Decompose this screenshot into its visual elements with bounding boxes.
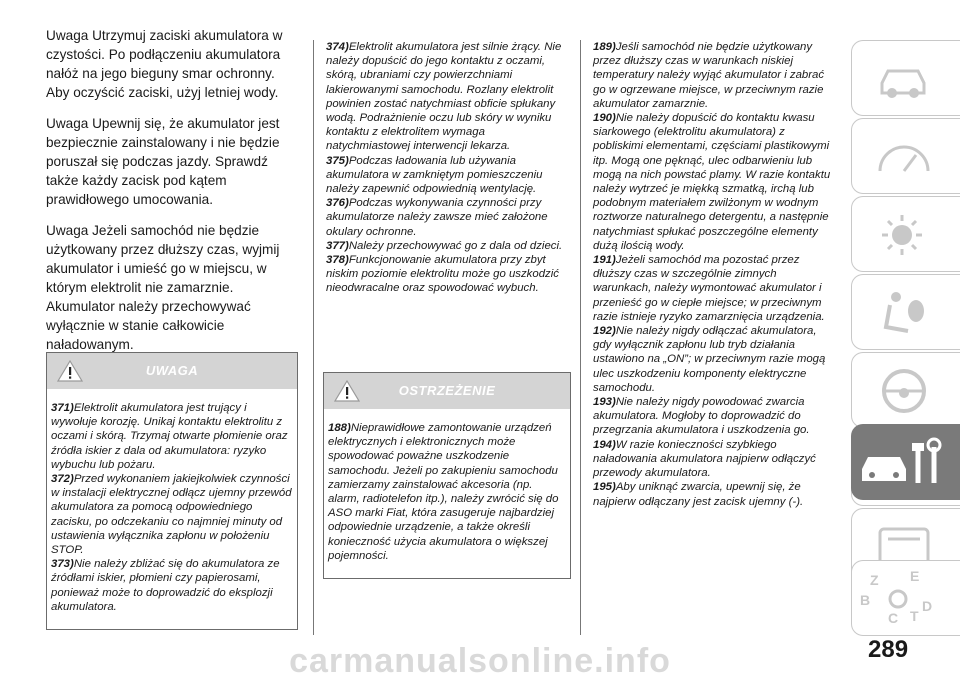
tab-dashboard[interactable] [851, 118, 960, 194]
note-text: Elektrolit akumulatora jest silnie żrący. Nie należy dopuścić do jego kontaktu z oczami, skórą, ubraniami czy powierzchniami lakierowanymi samochodu. Rozlany elektrolit powinien zostać natychmiast obficie spłukany wodą. Podrażnienie oczu lub skóry w wyniku kontaktu z elektrolitem wymaga natychmiastowej interwencji lekarza. [326, 41, 562, 153]
numbered-note [593, 395, 837, 438]
note-number: 374) [326, 41, 349, 53]
note-number: 189) [593, 41, 616, 53]
alphabet-index-icon [852, 561, 960, 637]
note-number: 375) [326, 154, 349, 167]
note-paragraph: Uwaga Utrzymuj zaciski akumulatora w czystości. Po podłączeniu akumulatora nałóż na jego bieguny smar ochronny. Aby oczyścić zaciski, użyj letniej wody. [46, 28, 283, 100]
intro-column [46, 26, 298, 366]
car-info-icon [852, 41, 960, 117]
numbered-note [51, 401, 293, 472]
note-text: Jeśli samochód nie będzie użytkowany przez dłuższy czas w warunkach niskiej temperatury należy wyjąć akumulator i zabrać go w ogrzewane miejsce, w przeciwnym razie akumulator zamarznie. [593, 41, 825, 110]
numbered-note [51, 472, 293, 557]
note-text: Funkcjonowanie akumulatora przy zbyt niskim poziomie elektrolitu może go uszkodzić nieodwracalne oraz spowodować wybuch. [326, 254, 559, 295]
note-text: Nie należy dopuścić do kontaktu kwasu siarkowego (elektrolitu akumulatora) z pobliskimi elementami, częściami plastikowymi itp. Mogą one pęknąć, ulec odbarwieniu lub mogą na nich powstać plamy. W razie kontaktu należy wytrzeć je miękką szmatką, irchą lub podobnym materiałem zwilżonym w wodnym roztworze naturalnego detergentu, a następnie natychmiast spłukać poszczególne elementy dużą ilością wody. [593, 112, 831, 252]
numbered-note [593, 324, 837, 395]
uwaga-box [46, 352, 298, 630]
steering-wheel-icon [852, 353, 960, 429]
note-text: Aby uniknąć zwarcia, upewnij się, że najpierw odłączany jest zacisk ujemny (-). [593, 481, 804, 508]
ostrzezenie-body [324, 409, 570, 563]
uwaga-body [47, 389, 297, 614]
note-number: 195) [593, 481, 616, 494]
tab-lights[interactable] [851, 196, 960, 272]
column-divider [580, 40, 581, 635]
note-number: 377) [326, 239, 349, 252]
airbag-seat-icon [852, 275, 960, 351]
note-text: Podczas ładowania lub używania akumulatora w zamkniętym pomieszczeniu należy zapewnić odpowiednią wentylację. [326, 154, 543, 196]
note-text: Przed wykonaniem jakiejkolwiek czynności w instalacji elektrycznej odłącz ujemny przewód akumulatora za pomocą odpowiedniego zacisku, po odczekaniu co najmniej minuty od ustawienia wyłącznika zapłonu w położeniu STOP. [51, 473, 292, 557]
note-text: Nie należy nigdy odłączać akumulatora, gdy wyłącznik zapłonu lub tryb działania ustawiono na „ON”; w przeciwnym razie mogą ulec uszkodzeniu komponenty elektryczne samochodu. [593, 325, 826, 394]
numbered-note [593, 438, 837, 481]
warnings-column-3 [593, 40, 837, 509]
dashboard-icon [852, 119, 960, 195]
watermark: carmanualsonline.info [289, 642, 671, 680]
page-number: 289 [868, 636, 909, 663]
note-number: 194) [593, 438, 616, 451]
tab-maintenance[interactable] [851, 424, 960, 500]
uwaga-title: UWAGA [145, 363, 199, 378]
note-paragraph: Uwaga Jeżeli samochód nie będzie użytkowany przez dłuższy czas, wyjmij akumulator i umieść go w miejscu, w którym elektrolit nie zamarznie. Akumulator należy przechowywać wyłącznie w stanie całkowicie naładowanym. [46, 223, 280, 352]
tab-car-info[interactable] [851, 40, 960, 116]
column-divider [313, 40, 314, 635]
svg-text:D: D [922, 598, 933, 614]
note-text: Elektrolit akumulatora jest trujący i wywołuje korozję. Unikaj kontaktu elektrolitu z oczami i skórą. Trzymaj otwarte płomienie oraz źródła iskier z dala od akumulatora: ryzyko wybuchu lub pożaru. [51, 402, 288, 471]
numbered-note [593, 111, 837, 253]
ostrzezenie-box [323, 372, 571, 579]
note-text: Nie należy nigdy powodować zwarcia akumulatora. Mogłoby to doprowadzić do przegrzania akumulatora i uszkodzenia go. [593, 396, 810, 437]
note-number: 191) [593, 254, 616, 267]
ostrzezenie-header [324, 373, 570, 409]
numbered-note [326, 154, 570, 197]
note-number: 371) [51, 402, 74, 414]
svg-text:C: C [888, 610, 899, 626]
note-number: 372) [51, 473, 74, 486]
svg-text:T: T [910, 608, 919, 624]
note-number: 378) [326, 254, 349, 267]
tab-safety[interactable] [851, 274, 960, 350]
numbered-note [326, 196, 570, 239]
numbered-note [593, 40, 837, 111]
uwaga-header [47, 353, 297, 389]
note-text: Nieprawidłowe zamontowanie urządzeń elektrycznych i elektronicznych może spowodować poważne uszkodzenie samochodu. Jeżeli po zakupieniu samochodu zamierzamy zainstalować akcesoria (np. alarm, radiotelefon itp.), należy zwrócić się do ASO marki Fiat, która zasugeruje najbardziej odpowiednie urządzenie, a także określi konieczność użycia akumulatora o większej pojemności. [328, 422, 559, 562]
light-sun-icon [852, 197, 960, 273]
note-number: 376) [326, 197, 349, 210]
numbered-note [326, 40, 570, 154]
ostrzezenie-title: OSTRZEŻENIE [398, 383, 496, 398]
note-number: 188) [328, 422, 351, 434]
note-text: Podczas wykonywania czynności przy akumulatorze należy zawsze mieć założone okulary ochronne. [326, 197, 548, 238]
numbered-note [593, 480, 837, 508]
tab-driving[interactable] [851, 352, 960, 428]
tab-index[interactable] [851, 560, 960, 636]
svg-text:B: B [860, 592, 871, 608]
numbered-note [326, 253, 570, 296]
note-paragraph: Uwaga Upewnij się, że akumulator jest bezpiecznie zainstalowany i nie będzie poruszał się podczas jazdy. Sprawdź także każdy zacisk pod kątem prawidłowego umocowania. [46, 116, 280, 207]
svg-text:Z: Z [870, 572, 879, 588]
note-text: W razie konieczności szybkiego naładowania akumulatora najpierw odłączyć przewody akumulatora. [593, 438, 816, 480]
note-text: Nie należy zbliżać się do akumulatora ze źródłami iskier, płomieni czy papierosami, ponieważ może to doprowadzić do eksplozji akumulatora. [51, 558, 280, 613]
note-number: 193) [593, 396, 616, 409]
numbered-note [328, 421, 566, 563]
note-text: Jeżeli samochód ma pozostać przez dłuższy czas w szczególnie zimnych warunkach, należy wymontować akumulator i przenieść go w ciepłe miejsce; w przeciwnym razie istnieje ryzyko zamarznięcia urządzenia. [593, 254, 825, 323]
note-number: 373) [51, 558, 74, 571]
svg-text:E: E [910, 568, 920, 584]
note-text: Należy przechowywać go z dala od dzieci. [348, 239, 563, 252]
chapter-tabs [851, 0, 960, 678]
numbered-note [326, 239, 570, 253]
note-number: 192) [593, 325, 616, 338]
warnings-column-2 [326, 40, 570, 296]
numbered-note [51, 557, 293, 614]
note-number: 190) [593, 112, 616, 125]
car-service-icon [852, 425, 960, 501]
numbered-note [593, 253, 837, 324]
